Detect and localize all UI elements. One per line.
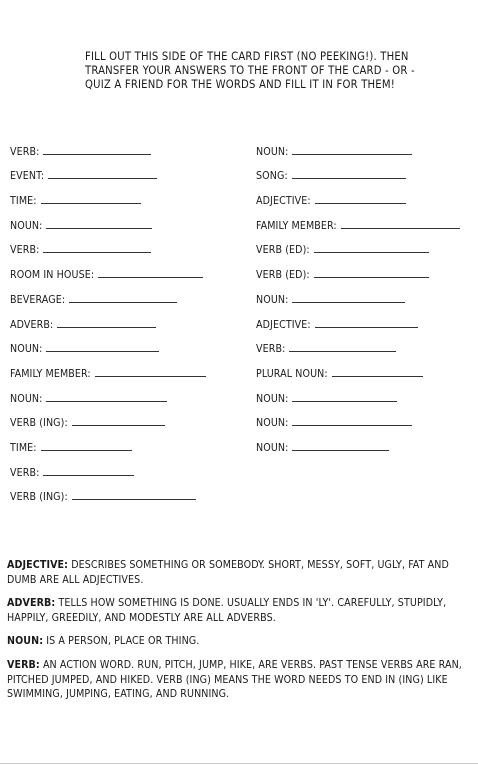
fill-in-field	[10, 306, 206, 331]
field-label: VERB (ED):	[256, 244, 310, 257]
fill-in-field	[256, 158, 460, 183]
fill-in-field	[256, 405, 460, 430]
answer-blank-line[interactable]	[46, 227, 152, 229]
definition-text: DESCRIBES SOMETHING OR SOMEBODY. SHORT, MESSY, SOFT, UGLY, FAT AND DUMB ARE ALL ADJECTIVES.	[7, 559, 449, 586]
fill-in-field	[256, 182, 460, 207]
answer-blank-line[interactable]	[289, 350, 396, 352]
answer-blank-line[interactable]	[57, 326, 156, 328]
answer-blank-line[interactable]	[292, 400, 397, 402]
fill-in-field	[256, 331, 460, 356]
fill-in-field	[10, 429, 206, 454]
definition-term: ADVERB:	[7, 597, 56, 610]
answer-blank-line[interactable]	[98, 276, 203, 278]
field-label: VERB (ING):	[10, 417, 68, 430]
fill-in-field	[10, 331, 206, 356]
field-label: SONG:	[256, 170, 288, 183]
definition-paragraph	[7, 596, 470, 625]
answer-blank-line[interactable]	[292, 301, 405, 303]
fill-in-field	[10, 232, 206, 257]
definition-paragraph	[7, 658, 470, 702]
answer-blank-line[interactable]	[69, 301, 177, 303]
right-field-column	[256, 133, 460, 454]
definition-term: VERB:	[7, 658, 40, 671]
field-label: VERB:	[10, 244, 40, 257]
fill-in-field	[10, 281, 206, 306]
definition-text: IS A PERSON, PLACE OR THING.	[43, 635, 200, 648]
answer-blank-line[interactable]	[292, 449, 389, 451]
definition-term: ADJECTIVE:	[7, 559, 69, 571]
definition-text: TELLS HOW SOMETHING IS DONE. USUALLY ENDS IN 'LY'. CAREFULLY, STUPIDLY, HAPPILY, GREEDILY, AND MODESTLY ARE ALL ADVERBS.	[7, 597, 447, 624]
bottom-divider	[0, 763, 478, 764]
definition-term: NOUN:	[7, 635, 44, 648]
field-label: ROOM IN HOUSE:	[10, 269, 95, 282]
fill-in-field	[256, 429, 460, 454]
field-label: VERB (ED):	[256, 269, 310, 282]
definitions-section	[7, 558, 470, 711]
field-label: PLURAL NOUN:	[256, 367, 328, 380]
answer-blank-line[interactable]	[43, 474, 134, 476]
answer-blank-line[interactable]	[95, 375, 206, 377]
field-label: EVENT:	[10, 170, 45, 183]
answer-blank-line[interactable]	[315, 326, 418, 328]
fill-in-field	[10, 133, 206, 158]
answer-blank-line[interactable]	[41, 202, 141, 204]
answer-blank-line[interactable]	[314, 276, 429, 278]
answer-blank-line[interactable]	[72, 424, 165, 426]
answer-blank-line[interactable]	[292, 153, 412, 155]
field-label: NOUN:	[10, 392, 43, 405]
answer-blank-line[interactable]	[41, 449, 132, 451]
answer-blank-line[interactable]	[292, 424, 412, 426]
field-label: NOUN:	[256, 417, 289, 430]
fill-in-field	[10, 207, 206, 232]
fill-in-field	[10, 256, 206, 281]
answer-blank-line[interactable]	[315, 202, 406, 204]
answer-blank-line[interactable]	[72, 498, 196, 500]
field-label: NOUN:	[256, 441, 289, 454]
answer-blank-line[interactable]	[46, 400, 167, 402]
fill-in-field	[256, 380, 460, 405]
field-label: NOUN:	[10, 343, 43, 356]
fill-in-field	[256, 133, 460, 158]
field-label: TIME:	[10, 195, 37, 208]
left-field-column	[10, 133, 206, 503]
field-label: FAMILY MEMBER:	[10, 367, 91, 380]
field-label: BEVERAGE:	[10, 293, 66, 306]
fill-in-field	[256, 281, 460, 306]
field-label: NOUN:	[256, 145, 289, 158]
answer-blank-line[interactable]	[332, 375, 423, 377]
field-label: FAMILY MEMBER:	[256, 219, 337, 232]
fill-in-field	[256, 256, 460, 281]
answer-blank-line[interactable]	[314, 251, 429, 253]
fill-in-field	[10, 380, 206, 405]
answer-blank-line[interactable]	[43, 153, 151, 155]
field-label: NOUN:	[256, 392, 289, 405]
answer-blank-line[interactable]	[341, 227, 460, 229]
answer-blank-line[interactable]	[48, 177, 157, 179]
field-label: VERB:	[256, 343, 286, 356]
field-label: VERB:	[10, 466, 40, 479]
fill-in-field	[10, 405, 206, 430]
fill-in-field	[256, 232, 460, 257]
field-label: TIME:	[10, 441, 37, 454]
fill-in-field	[256, 355, 460, 380]
field-label: VERB:	[10, 145, 40, 158]
field-label: ADVERB:	[10, 318, 54, 331]
answer-blank-line[interactable]	[292, 177, 406, 179]
fill-in-field	[10, 355, 206, 380]
fill-in-field	[256, 306, 460, 331]
instructions: FILL OUT THIS SIDE OF THE CARD FIRST (NO PEEKING!). THEN TRANSFER YOUR ANSWERS TO THE FRONT OF THE CARD - OR - QUIZ A FRIEND FOR THE WORDS AND FILL IT IN FOR THEM!	[85, 50, 415, 91]
fill-in-field	[10, 158, 206, 183]
field-label: NOUN:	[256, 293, 289, 306]
answer-blank-line[interactable]	[46, 350, 159, 352]
field-label: VERB (ING):	[10, 491, 68, 504]
field-label: ADJECTIVE:	[256, 318, 311, 331]
fill-in-field	[10, 479, 206, 504]
fill-in-field	[10, 454, 206, 479]
definition-text: AN ACTION WORD. RUN, PITCH, JUMP, HIKE, ARE VERBS. PAST TENSE VERBS ARE RAN, PITCHED JUMPED, AND HIKED. VERB (ING) MEANS THE WORD NEEDS TO END IN (ING) LIKE SWIMMING, JUMPING, EATING, AND RUNNING.	[7, 658, 462, 701]
fill-in-field	[256, 207, 460, 232]
definition-paragraph	[7, 634, 470, 649]
definition-paragraph	[7, 558, 470, 587]
field-label: ADJECTIVE:	[256, 195, 311, 208]
answer-blank-line[interactable]	[43, 251, 151, 253]
field-label: NOUN:	[10, 219, 43, 232]
fill-in-field	[10, 182, 206, 207]
